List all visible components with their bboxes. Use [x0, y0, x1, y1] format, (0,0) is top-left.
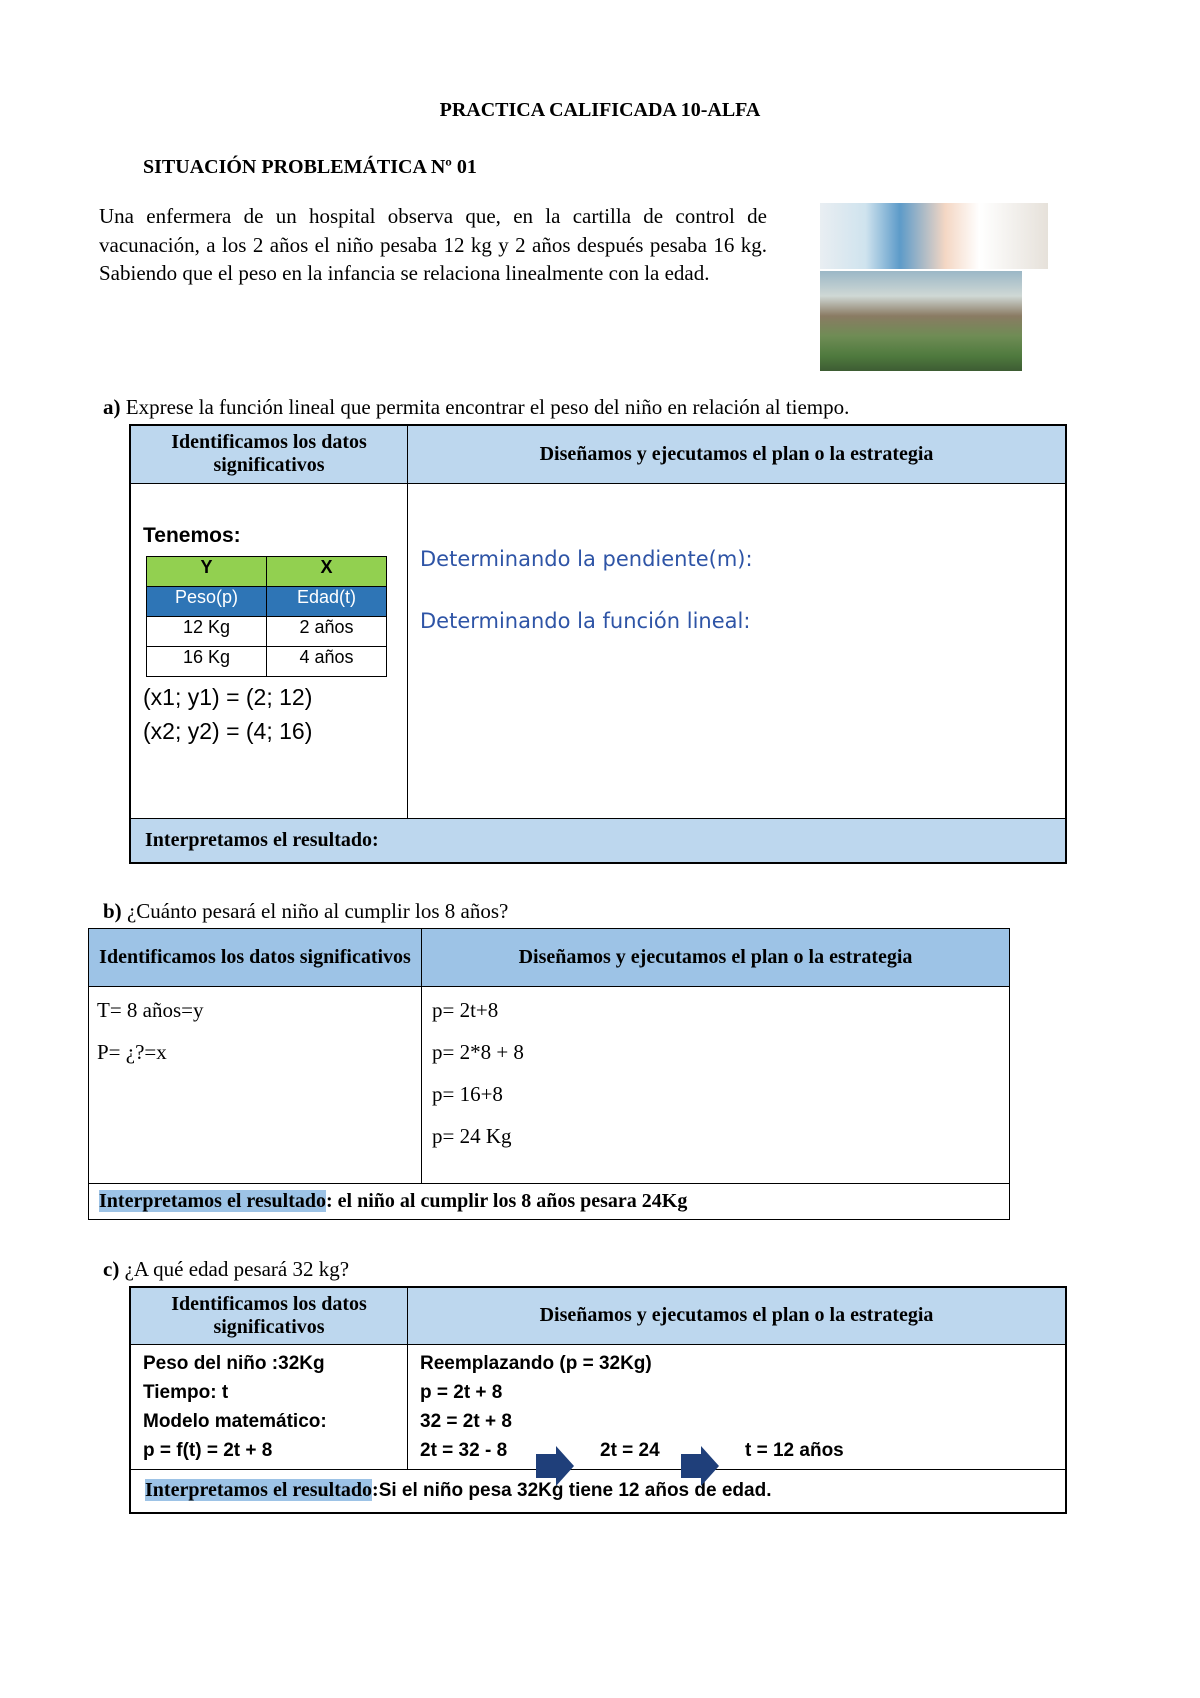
linear-function-label: Determinando la función lineal:: [420, 608, 751, 633]
header-plan-a: Diseñamos y ejecutamos el plan o la estrategia: [408, 425, 1067, 483]
step-1: 2t = 32 - 8: [420, 1439, 508, 1461]
plan-line: 32 = 2t + 8: [420, 1410, 512, 1432]
dato-line: Modelo matemático:: [143, 1410, 327, 1432]
interpret-c: Interpretamos el resultado:Si el niño pesa 32Kg tiene 12 años de edad.: [130, 1469, 1066, 1513]
question-a: [103, 395, 849, 420]
dato-line: P= ¿?=x: [97, 1040, 167, 1064]
plan-line: p= 2t+8: [432, 998, 499, 1022]
mini-cell: 4 años: [267, 646, 387, 676]
mini-header-x: X: [267, 556, 387, 586]
nurse-child-photo: [820, 203, 1048, 269]
table-c: [129, 1286, 1067, 1514]
point-1: (x1; y1) = (2; 12): [143, 683, 313, 710]
plan-line: p= 24 Kg: [432, 1124, 512, 1148]
header-plan-c: Diseñamos y ejecutamos el plan o la estrategia: [408, 1287, 1067, 1344]
plan-cell-a: [408, 483, 1067, 818]
question-b: [103, 899, 508, 924]
header-datos-a: Identificamos los datos significativos: [130, 425, 408, 483]
plan-line: p = 2t + 8: [420, 1381, 503, 1403]
mini-cell: 16 Kg: [147, 646, 267, 676]
plan-cell-b: [422, 987, 1010, 1184]
right-arrow-icon: [536, 1446, 574, 1486]
mini-header-y: Y: [147, 556, 267, 586]
interpret-c-result: Si el niño pesa 32Kg tiene 12 años de edad.: [378, 1480, 772, 1502]
hospital-building-photo: [820, 271, 1022, 371]
interpret-b-result: : el niño al cumplir los 8 años pesara 24Kg: [326, 1190, 688, 1212]
plan-line: p= 2*8 + 8: [432, 1040, 524, 1064]
page-title: PRACTICA CALIFICADA 10-ALFA: [439, 99, 761, 121]
dato-line: Peso del niño :32Kg: [143, 1352, 325, 1374]
dato-line: p = f(t) = 2t + 8: [143, 1439, 273, 1461]
dato-line: T= 8 años=y: [97, 998, 204, 1022]
mini-cell: 12 Kg: [147, 616, 267, 646]
question-a-text: Exprese la función lineal que permita encontrar el peso del niño en relación al tiempo.: [125, 395, 850, 419]
table-b: [88, 928, 1010, 1220]
question-c: [103, 1257, 349, 1282]
right-arrow-icon: [681, 1446, 719, 1486]
table-a: [129, 424, 1067, 864]
mini-sub-peso: Peso(p): [147, 586, 267, 616]
step-2: 2t = 24: [600, 1439, 660, 1461]
header-datos-c: Identificamos los datos significativos: [130, 1287, 408, 1344]
question-b-letter: b): [103, 899, 122, 923]
point-2: (x2; y2) = (4; 16): [143, 717, 313, 744]
problem-heading: SITUACIÓN PROBLEMÁTICA Nº 01: [143, 156, 477, 178]
mini-sub-edad: Edad(t): [267, 586, 387, 616]
datos-cell-b: [89, 987, 422, 1184]
plan-cell-c: [408, 1344, 1067, 1469]
interpret-a: Interpretamos el resultado:: [130, 818, 1066, 863]
interpret-c-label: Interpretamos el resultado: [145, 1479, 373, 1502]
header-datos-b: Identificamos los datos significativos: [89, 929, 422, 987]
question-b-text: ¿Cuánto pesará el niño al cumplir los 8 años?: [126, 899, 509, 923]
header-plan-b: Diseñamos y ejecutamos el plan o la estrategia: [422, 929, 1010, 987]
problem-statement: Una enfermera de un hospital observa que, en la cartilla de control de vacunación, a los 2 años el niño pesaba 12 kg y 2 años después pesaba 16 kg. Sabiendo que el peso en la infancia se relaciona linealmente con la edad.: [99, 204, 767, 285]
dato-line: Tiempo: t: [143, 1381, 229, 1403]
datos-cell-a: [130, 483, 408, 818]
datos-cell-c: [130, 1344, 408, 1469]
mini-cell: 2 años: [267, 616, 387, 646]
tenemos-label: Tenemos:: [143, 523, 241, 547]
data-mini-table: [146, 556, 387, 677]
question-c-letter: c): [103, 1257, 120, 1281]
interpret-b: [89, 1184, 1010, 1220]
plan-line: Reemplazando (p = 32Kg): [420, 1352, 652, 1374]
plan-line: p= 16+8: [432, 1082, 503, 1106]
question-c-text: ¿A qué edad pesará 32 kg?: [124, 1257, 350, 1281]
interpret-b-label: Interpretamos el resultado: [99, 1190, 327, 1212]
question-a-letter: a): [103, 395, 121, 419]
step-3: t = 12 años: [745, 1439, 844, 1461]
slope-label: Determinando la pendiente(m):: [420, 546, 753, 571]
